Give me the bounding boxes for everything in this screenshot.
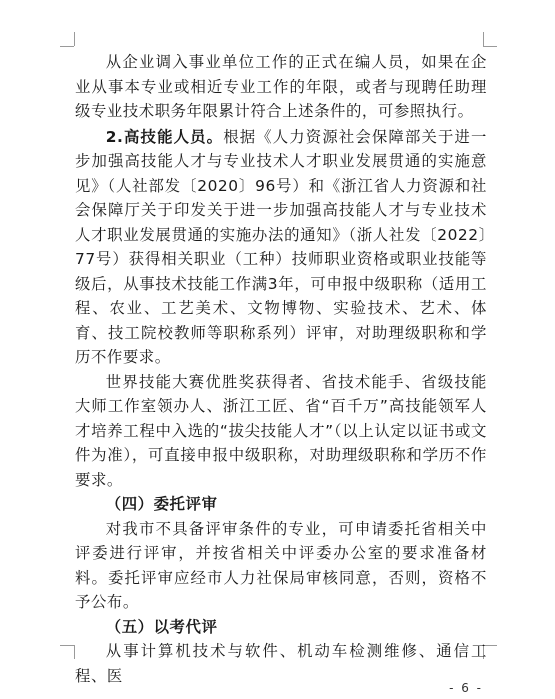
paragraph-high-skill-body: 根据《人力资源社会保障部关于进一步加强高技能人才与专业技术人才职业发展贯通的实施意见》（人社部发〔2020〕96号）和《浙江省人力资源和社会保障厅关于印发关于进一步加强高技能人才与专业技术人才职业发展贯通的实施办法的通知》（浙人社发〔2022〕77号）获得相关职业（工种）技师职业资格或职业技能等级后，从事技术技能工作满3年，可申报中级职称（适用工程、农业、工艺美术、文物博物、实验技术、艺术、体育、技工院校教师等职称系列）评审，对助理级职称和学历不作要求。 xyxy=(75,127,487,366)
heading-entrusted-review: （四）委托评审 xyxy=(105,495,218,513)
crop-mark-top-left-v xyxy=(74,32,75,46)
crop-mark-top-left-h xyxy=(60,46,74,47)
paragraph-exam-instead-of-review: 从事计算机技术与软件、机动车检测维修、通信工程、医 xyxy=(75,642,487,685)
paragraph-enterprise-transfer: 从企业调入事业单位工作的正式在编人员，如果在企业从事本专业或相近专业工作的年限，或者与现聘任助理级专业技术职务年限累计符合上述条件的，可参照执行。 xyxy=(75,53,487,120)
page-number: - 6 - xyxy=(449,681,483,695)
paragraph-high-skill-label: 2.高技能人员。 xyxy=(105,127,224,146)
paragraph-entrusted-review: 对我市不具备评审条件的专业，可申请委托省相关中评委进行评审，并按省相关中评委办公室的要求准备材料。委托评审应经市人力社保局审核同意，否则，资格不予公布。 xyxy=(75,519,487,611)
body-text xyxy=(75,50,487,688)
paragraph-high-skill xyxy=(75,125,487,370)
crop-mark-bottom-left-h xyxy=(60,645,74,646)
crop-mark-top-right-v xyxy=(483,32,484,46)
crop-mark-top-right-h xyxy=(483,46,497,47)
paragraph-skill-awards: 世界技能大赛优胜奖获得者、省技术能手、省级技能大师工作室领办人、浙江工匠、省“百千万”高技能领军人才培养工程中入选的“拔尖技能人才”（以上认定以证书或文件为准），可直接申报中级职称，对助理级职称和学历不作要求。 xyxy=(75,372,487,489)
heading-exam-instead-of-review: （五）以考代评 xyxy=(105,617,218,636)
